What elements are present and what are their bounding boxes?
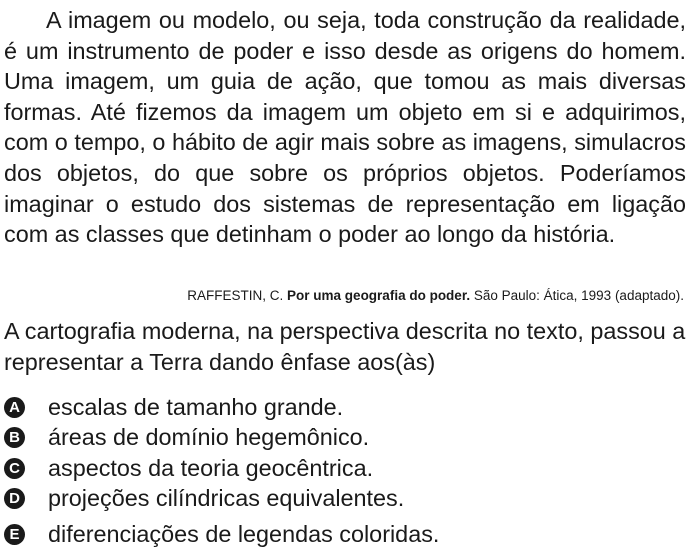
option-a-badge: A <box>4 397 25 418</box>
option-c-badge: C <box>4 458 25 479</box>
option-d-text: projeções cilíndricas equivalentes. <box>48 485 405 512</box>
option-b-text: áreas de domínio hegemônico. <box>48 424 370 451</box>
citation-work: Por uma geografia do poder. <box>287 288 471 303</box>
option-e[interactable] <box>4 519 686 550</box>
citation-author: RAFFESTIN, C. <box>187 288 284 303</box>
option-c[interactable] <box>4 453 686 484</box>
option-a-text: escalas de tamanho grande. <box>48 393 344 420</box>
option-b[interactable] <box>4 423 686 454</box>
answer-options <box>4 392 686 550</box>
option-d[interactable] <box>4 484 686 515</box>
citation <box>187 288 684 304</box>
option-a[interactable] <box>4 392 686 423</box>
option-d-badge: D <box>4 488 25 509</box>
citation-details: São Paulo: Ática, 1993 (adaptado). <box>473 288 684 303</box>
option-b-badge: B <box>4 427 25 448</box>
question-stem: A cartografia moderna, na perspectiva descrita no texto, passou a representar a Terra dando ênfase aos(às) <box>4 318 686 375</box>
option-c-text: aspectos da teoria geocêntrica. <box>48 454 374 481</box>
option-e-text: diferenciações de legendas coloridas. <box>48 520 440 547</box>
passage-text: A imagem ou modelo, ou seja, toda construção da realidade, é um instrumento de poder e isso desde as origens do homem. Uma imagem, um guia de ação, que tomou as mais diversas formas. Até fizemos da imagem um objeto em si e adquirimos, com o tempo, o hábito de agir mais sobre as imagens, simulacros dos objetos, do que sobre os próprios objetos. Poderíamos imaginar o estudo dos sistemas de representação em ligação com as classes que detinham o poder ao longo da história. <box>4 7 686 248</box>
option-e-badge: E <box>4 524 25 545</box>
